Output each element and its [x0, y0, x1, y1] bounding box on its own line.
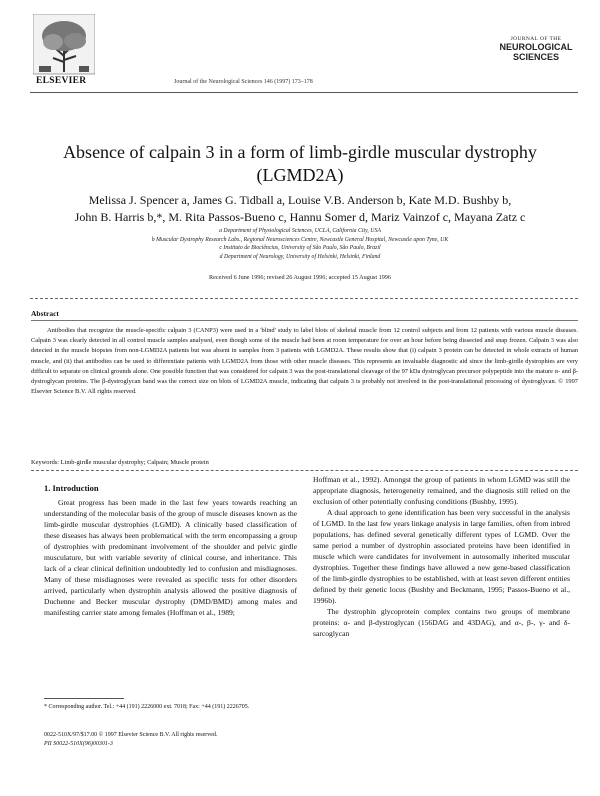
affiliations — [60, 227, 540, 261]
received-dates: Received 6 June 1996; revised 26 August 1996; accepted 15 August 1996 — [209, 274, 391, 281]
abstract-divider — [31, 320, 578, 321]
journal-brand-line2: SCIENCES — [512, 52, 559, 62]
issn-block — [44, 731, 297, 749]
intro-paragraph-2: A dual approach to gene identification has been very successful in the analysis of LGMD. In the last few years linkage analysis in large families, often from inbred populations, has defined several genetically different types of LGMD. Over the same period a number of dystrophin associated proteins have been identified in muscle which were candidates for involvement in autosomally inherited muscular dystrophies. Together these findings have allowed a new gene-based classification of the limb-girdle dystrophies to be established, with at least seven different entities defined by their genetic locus (Bushby and Beckmann, 1995; Passos-Bueno et al., 1996b). — [313, 508, 570, 605]
keywords-divider — [31, 470, 578, 471]
keywords: Keywords: Limb-girdle muscular dystrophy; Calpain; Muscle protein — [31, 459, 209, 466]
journal-brand — [490, 36, 582, 62]
intro-paragraph-1: Great progress has been made in the last few years towards reaching an understanding of the molecular basis of the group of muscle diseases known as the limb-girdle muscular dystrophies (LGMD). A clinically based classification of these diseases has always been problematical with the term encompassing a group of dystrophies with predominant involvement of the shoulder and pelvic girdle musculature, but with variable severity of clinical course, and inheritance. This lack of a clear clinical definition undoubtedly led to confusion and misdiagnoses. Many of these misdiagnoses were revealed as specific tests for other disorders arrived, particularly when dystrophin analysis allowed the positive diagnosis of Duchenne and Becker muscular dystrophy (DMD/BMD) among males and manifesting carrier state among females (Hoffman et al., 1989; — [44, 498, 297, 617]
title-line-1: Absence of calpain 3 in a form of limb-girdle muscular dystrophy — [63, 142, 537, 162]
journal-citation: Journal of the Neurological Sciences 146 (1997) 173–178 — [174, 79, 313, 85]
journal-brand-prefix: JOURNAL OF THE — [510, 36, 562, 42]
authors-line-1: Melissa J. Spencer a, James G. Tidball a, Louise V.B. Anderson b, Kate M.D. Bushby b, — [88, 193, 512, 207]
header-divider — [30, 92, 578, 93]
affiliation-c: c Instituto de Biociências, University of São Paulo, São Paulo, Brazil — [219, 245, 381, 251]
section-heading-introduction: 1. Introduction — [44, 483, 99, 493]
author-list — [40, 192, 560, 226]
article-title — [40, 141, 560, 187]
right-column — [313, 474, 570, 639]
title-line-2: (LGMD2A) — [256, 165, 344, 185]
left-column — [44, 497, 297, 618]
abstract-text: Antibodies that recognize the muscle-specific calpain 3 (CANP3) were used in a 'blind' study to label blots of skeletal muscle from 12 control subjects and from 12 patients with various muscle diseases. Calpain 3 was clearly detected in all control muscle samples analysed, even though some of the muscle had been at room temperature for over an hour before being dissected and snap frozen. Calpain 3 was also detected in the muscle biopsies from non-LGMD2A patients but was absent in samples from 3 patients with LGMD2A. These results show that (i) calpain 3 protein can be detected in whole extracts of human muscle, and (ii) that antibodies can be used to differentiate patients with LGMD2A from those with other muscle diseases. This represents an invaluable diagnostic aid since the limb-girdle dystrophies are very difficult to separate on clinical grounds alone. One possible function that was considered for calpain 3 was the post-translational cleavage of the 97 kDa dystroglycan precursor polypeptide into the mature α- and β-dystroglycan proteins. The β-dystroglycan band was the correct size on blots of LGMD2A muscle, indicating that calpain 3 is probably not involved in the post-translational processing of dystroglycan. © 1997 Elsevier Science B.V. All rights reserved. — [31, 327, 578, 396]
abstract-heading: Abstract — [31, 309, 59, 318]
journal-brand-line1: NEUROLOGICAL — [499, 42, 573, 52]
intro-paragraph-1-cont: Hoffman et al., 1992). Amongst the group of patients in whom LGMD was still the appropriate diagnosis, heterogeneity remained, and the diagnosis still relied on the exclusion of other potentially confusing conditions (Bushby, 1995). — [313, 475, 570, 506]
issn-line: 0022-510X/97/$17.00 © 1997 Elsevier Science B.V. All rights reserved. — [44, 732, 218, 738]
corresponding-author-note: * Corresponding author. Tel.: +44 (191) 2226000 ext. 7018; Fax: +44 (191) 2226705. — [44, 704, 250, 710]
affiliation-d: d Department of Neurology, University of Helsinki, Helsinki, Finland — [219, 253, 381, 260]
affiliation-a: a Department of Physiological Sciences, UCLA, California City, USA — [219, 228, 381, 234]
title-divider — [30, 298, 578, 299]
publisher-name: ELSEVIER — [36, 76, 87, 86]
affiliation-b: b Muscular Dystrophy Research Labs., Regional Neurosciences Centre, Newcastle General Hospital, Newcastle upon Tyne, UK — [151, 236, 449, 243]
authors-line-2: John B. Harris b,*, M. Rita Passos-Bueno c, Hannu Somer d, Mariz Vainzof c, Mayana Zatz c — [74, 210, 526, 224]
intro-paragraph-3: The dystrophin glycoprotein complex contains two groups of membrane proteins: α- and β-dystroglycan (156DAG and 43DAG), and α-, β-, γ- and δ-sarcoglycan — [313, 607, 570, 638]
footnote-divider — [44, 698, 124, 699]
pii-line: PII S0022-510X(96)00301-3 — [44, 741, 113, 747]
